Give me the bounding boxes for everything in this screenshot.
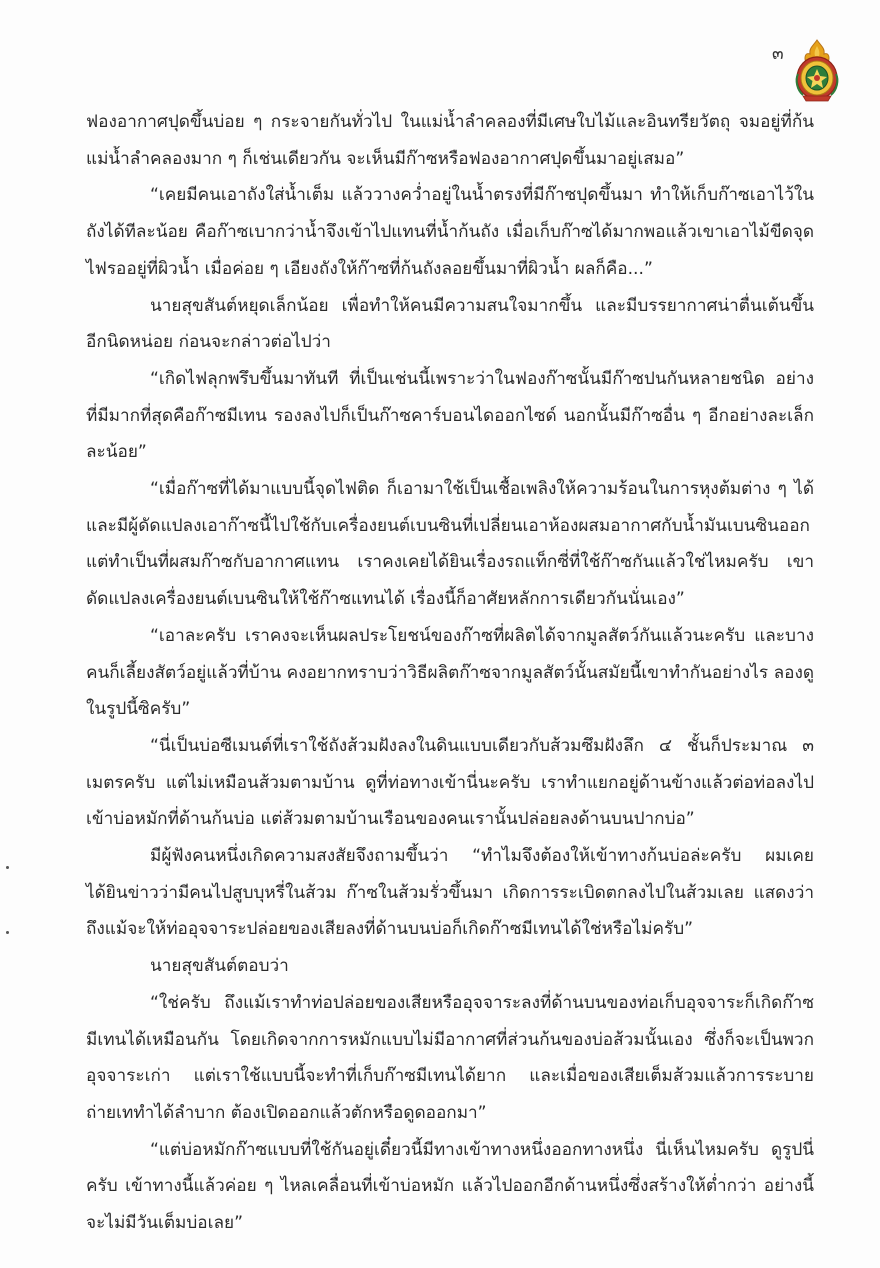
paragraph: ฟองอากาศปุดขึ้นบ่อย ๆ กระจายกันทั่วไป ในแม่น้ำลำคลองที่มีเศษใบไม้และอินทรียวัตถุ จมอยู่ที่ก้นแม่น้ำลำคลองมาก ๆ ก็เช่นเดียวกัน จะเห็นมีก๊าซหรือฟองอากาศปุดขึ้นมาอยู่เสมอ”: [86, 112, 814, 169]
paragraph: “เคยมีคนเอาถังใส่น้ำเต็ม แล้ววางคว่ำอยู่ในน้ำตรงที่มีก๊าซปุดขึ้นมา ทำให้เก็บก๊าซเอาไว้ในถังได้ทีละน้อย คือก๊าซเบากว่าน้ำจึงเข้าไปแทนที่น้ำก้นถัง เมื่อเก็บก๊าซได้มากพอแล้วเขาเอาไม้ขีดจุดไฟรออยู่ที่ผิวน้ำ เมื่อค่อย ๆ เอียงถังให้ก๊าซที่ก้นถังลอยขึ้นมาที่ผิวน้ำ ผลก็คือ...”: [86, 185, 814, 279]
scan-speck: [6, 931, 9, 934]
paragraph: นายสุขสันต์ตอบว่า: [150, 956, 289, 977]
paragraph: “เกิดไฟลุกพรึบขึ้นมาทันที ที่เป็นเช่นนี้เพราะว่าในฟองก๊าซนั้นมีก๊าซปนกันหลายชนิด อย่างที่มีมากที่สุดคือก๊าซมีเทน รองลงไปก็เป็นก๊าซคาร์บอนไดออกไซด์ นอกนั้นมีก๊าซอื่น ๆ อีกอย่างละเล็กละน้อย”: [86, 368, 814, 463]
paragraph: “เอาละครับ เราคงจะเห็นผลประโยชน์ของก๊าซที่ผลิตได้จากมูลสัตว์กันแล้วนะครับ และบางคนก็เลี้ยงสัตว์อยู่แล้วที่บ้าน คงอยากทราบว่าวิธีผลิตก๊าซจากมูลสัตว์นั้นสมัยนี้เขาทำกันอย่างไร ลองดูในรูปนี้ซิครับ”: [86, 625, 815, 720]
school-emblem-icon: [793, 38, 841, 102]
document-body: [86, 104, 814, 1242]
paragraph: นายสุขสันต์หยุดเล็กน้อย เพื่อทำให้คนมีความสนใจมากขึ้น และมีบรรยากาศน่าตื่นเต้นขึ้นอีกนิดหน่อย ก่อนจะกล่าวต่อไปว่า: [86, 295, 814, 353]
paragraph: “เมื่อก๊าซที่ได้มาแบบนี้จุดไฟติด ก็เอามาใช้เป็นเชื้อเพลิงให้ความร้อนในการหุงต้มต่าง ๆ ได้ และมีผู้ดัดแปลงเอาก๊าซนี้ไปใช้กับเครื่องยนต์เบนซินที่เปลี่ยนเอาห้องผสมอากาศกับน้ำมันเบนซินออก แต่ทำเป็นที่ผสมก๊าซกับอากาศแทน เราคงเคยได้ยินเรื่องรถแท็กซี่ที่ใช้ก๊าซกันแล้วใช่ไหมครับ เขาดัดแปลงเครื่องยนต์เบนซินให้ใช้ก๊าซแทนได้ เรื่องนี้ก็อาศัยหลักการเดียวกันนั่นเอง”: [86, 479, 814, 610]
paragraph: มีผู้ฟังคนหนึ่งเกิดความสงสัยจึงถามขึ้นว่า “ทำไมจึงต้องให้เข้าทางก้นบ่อล่ะครับ ผมเคยได้ยินข่าวว่ามีคนไปสูบบุหรี่ในส้วม ก๊าซในส้วมรั่วขึ้นมา เกิดการระเบิดตกลงไปในส้วมเลย แสดงว่าถึงแม้จะให้ท่ออุจจาระปล่อยของเสียลงที่ด้านบนบ่อก็เกิดก๊าซมีเทนได้ใช่หรือไม่ครับ”: [86, 846, 814, 940]
scan-speck: [6, 866, 9, 869]
paragraph: “นี่เป็นบ่อซีเมนต์ที่เราใช้ถังส้วมฝังลงในดินแบบเดียวกับส้วมซึมฝังลึก ๔ ชั้นก็ประมาณ ๓ เมตรครับ แต่ไม่เหมือนส้วมตามบ้าน ดูที่ท่อทางเข้านี่นะครับ เราทำแยกอยู่ด้านข้างแล้วต่อท่อลงไปเข้าบ่อหมักที่ด้านก้นบ่อ แต่ส้วมตามบ้านเรือนของคนเรานั้นปล่อยลงด้านบนปากบ่อ”: [86, 735, 814, 830]
page-number: ๓: [772, 44, 784, 64]
paragraph: “ใช่ครับ ถึงแม้เราทำท่อปล่อยของเสียหรืออุจจาระลงที่ด้านบนของท่อเก็บอุจจาระก็เกิดก๊าซมีเทนได้เหมือนกัน โดยเกิดจากการหมักแบบไม่มีอากาศที่ส่วนก้นของบ่อส้วมนั้นเอง ซึ่งก็จะเป็นพวกอุจจาระเก่า แต่เราใช้แบบนี้จะทำที่เก็บก๊าซมีเทนได้ยาก และเมื่อของเสียเต็มส้วมแล้วการระบายถ่ายเททำได้ลำบาก ต้องเปิดออกแล้วตักหรือดูดออกมา”: [86, 992, 814, 1123]
paragraph: “แต่บ่อหมักก๊าซแบบที่ใช้กันอยู่เดี๋ยวนี้มีทางเข้าทางหนึ่งออกทางหนึ่ง นี่เห็นไหมครับ ดูรูปนี่ครับ เข้าทางนี้แล้วค่อย ๆ ไหลเคลื่อนที่เข้าบ่อหมัก แล้วไปออกอีกด้านหนึ่งซึ่งสร้างให้ต่ำกว่า อย่างนี้จะไม่มีวันเต็มบ่อเลย”: [86, 1139, 814, 1234]
